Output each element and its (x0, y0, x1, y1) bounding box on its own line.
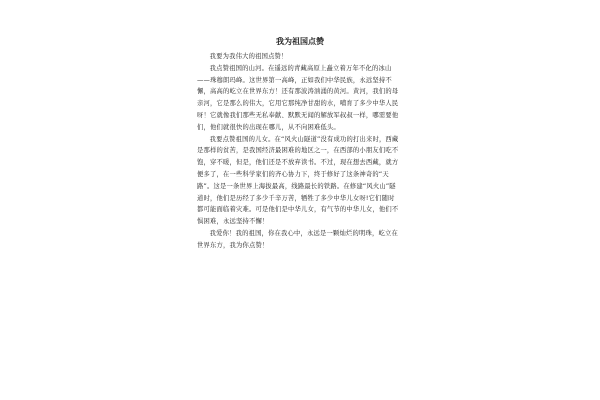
document-title: 我为祖国点赞 (276, 37, 324, 46)
paragraph-conclusion: 我爱你！我的祖国，你在我心中，永远是一颗灿烂的明珠，屹立在世界东方，我为你点赞！ (197, 229, 399, 249)
paragraph-intro: 我要为我伟大的祖国点赞！ (209, 53, 288, 60)
paragraph-people: 我要点赞祖国的儿女。在“风火山隧道”没有成功的打出来时，西藏是那样的贫苦，是我国经济最困难的地区之一，在西部的小朋友们吃不饱，穿不暖，但是，他们还是不放弃读书。不过，现在想去西藏，就方便多了，在一些科学家们的齐心协力下，终于修好了这条神奇的“天路”。这是一条世界上海拔最高，线路最长的铁路。在修建“风火山”隧道时，他们是历经了多少千辛万苦，牺牲了多少中华儿女呀!它们随时都可能面临着灾难。可是他们是中华儿女，有气节的中华儿女，他们不惧困难，永远坚持不懈！ (197, 135, 399, 226)
paragraph-mountains-rivers: 我点赞祖国的山河。在遥远的青藏高原上矗立着万年不化的冰山——珠穆朗玛峰。这世界第一高峰，正如我们中华民族，永远坚持不懈，高高的屹立在世界东方！还有那波涛汹涌的黄河。黄河，我们的母亲河，它是那么的伟大，它用它那纯净甘甜的水，哺育了多少中华人民呀！它就像我们那些无私奉献、默默无闻的解放军叔叔一样，哪需要他们，他们就很快的出现在哪儿，从不向困难低头。 (197, 64, 399, 131)
document-body (197, 51, 400, 252)
